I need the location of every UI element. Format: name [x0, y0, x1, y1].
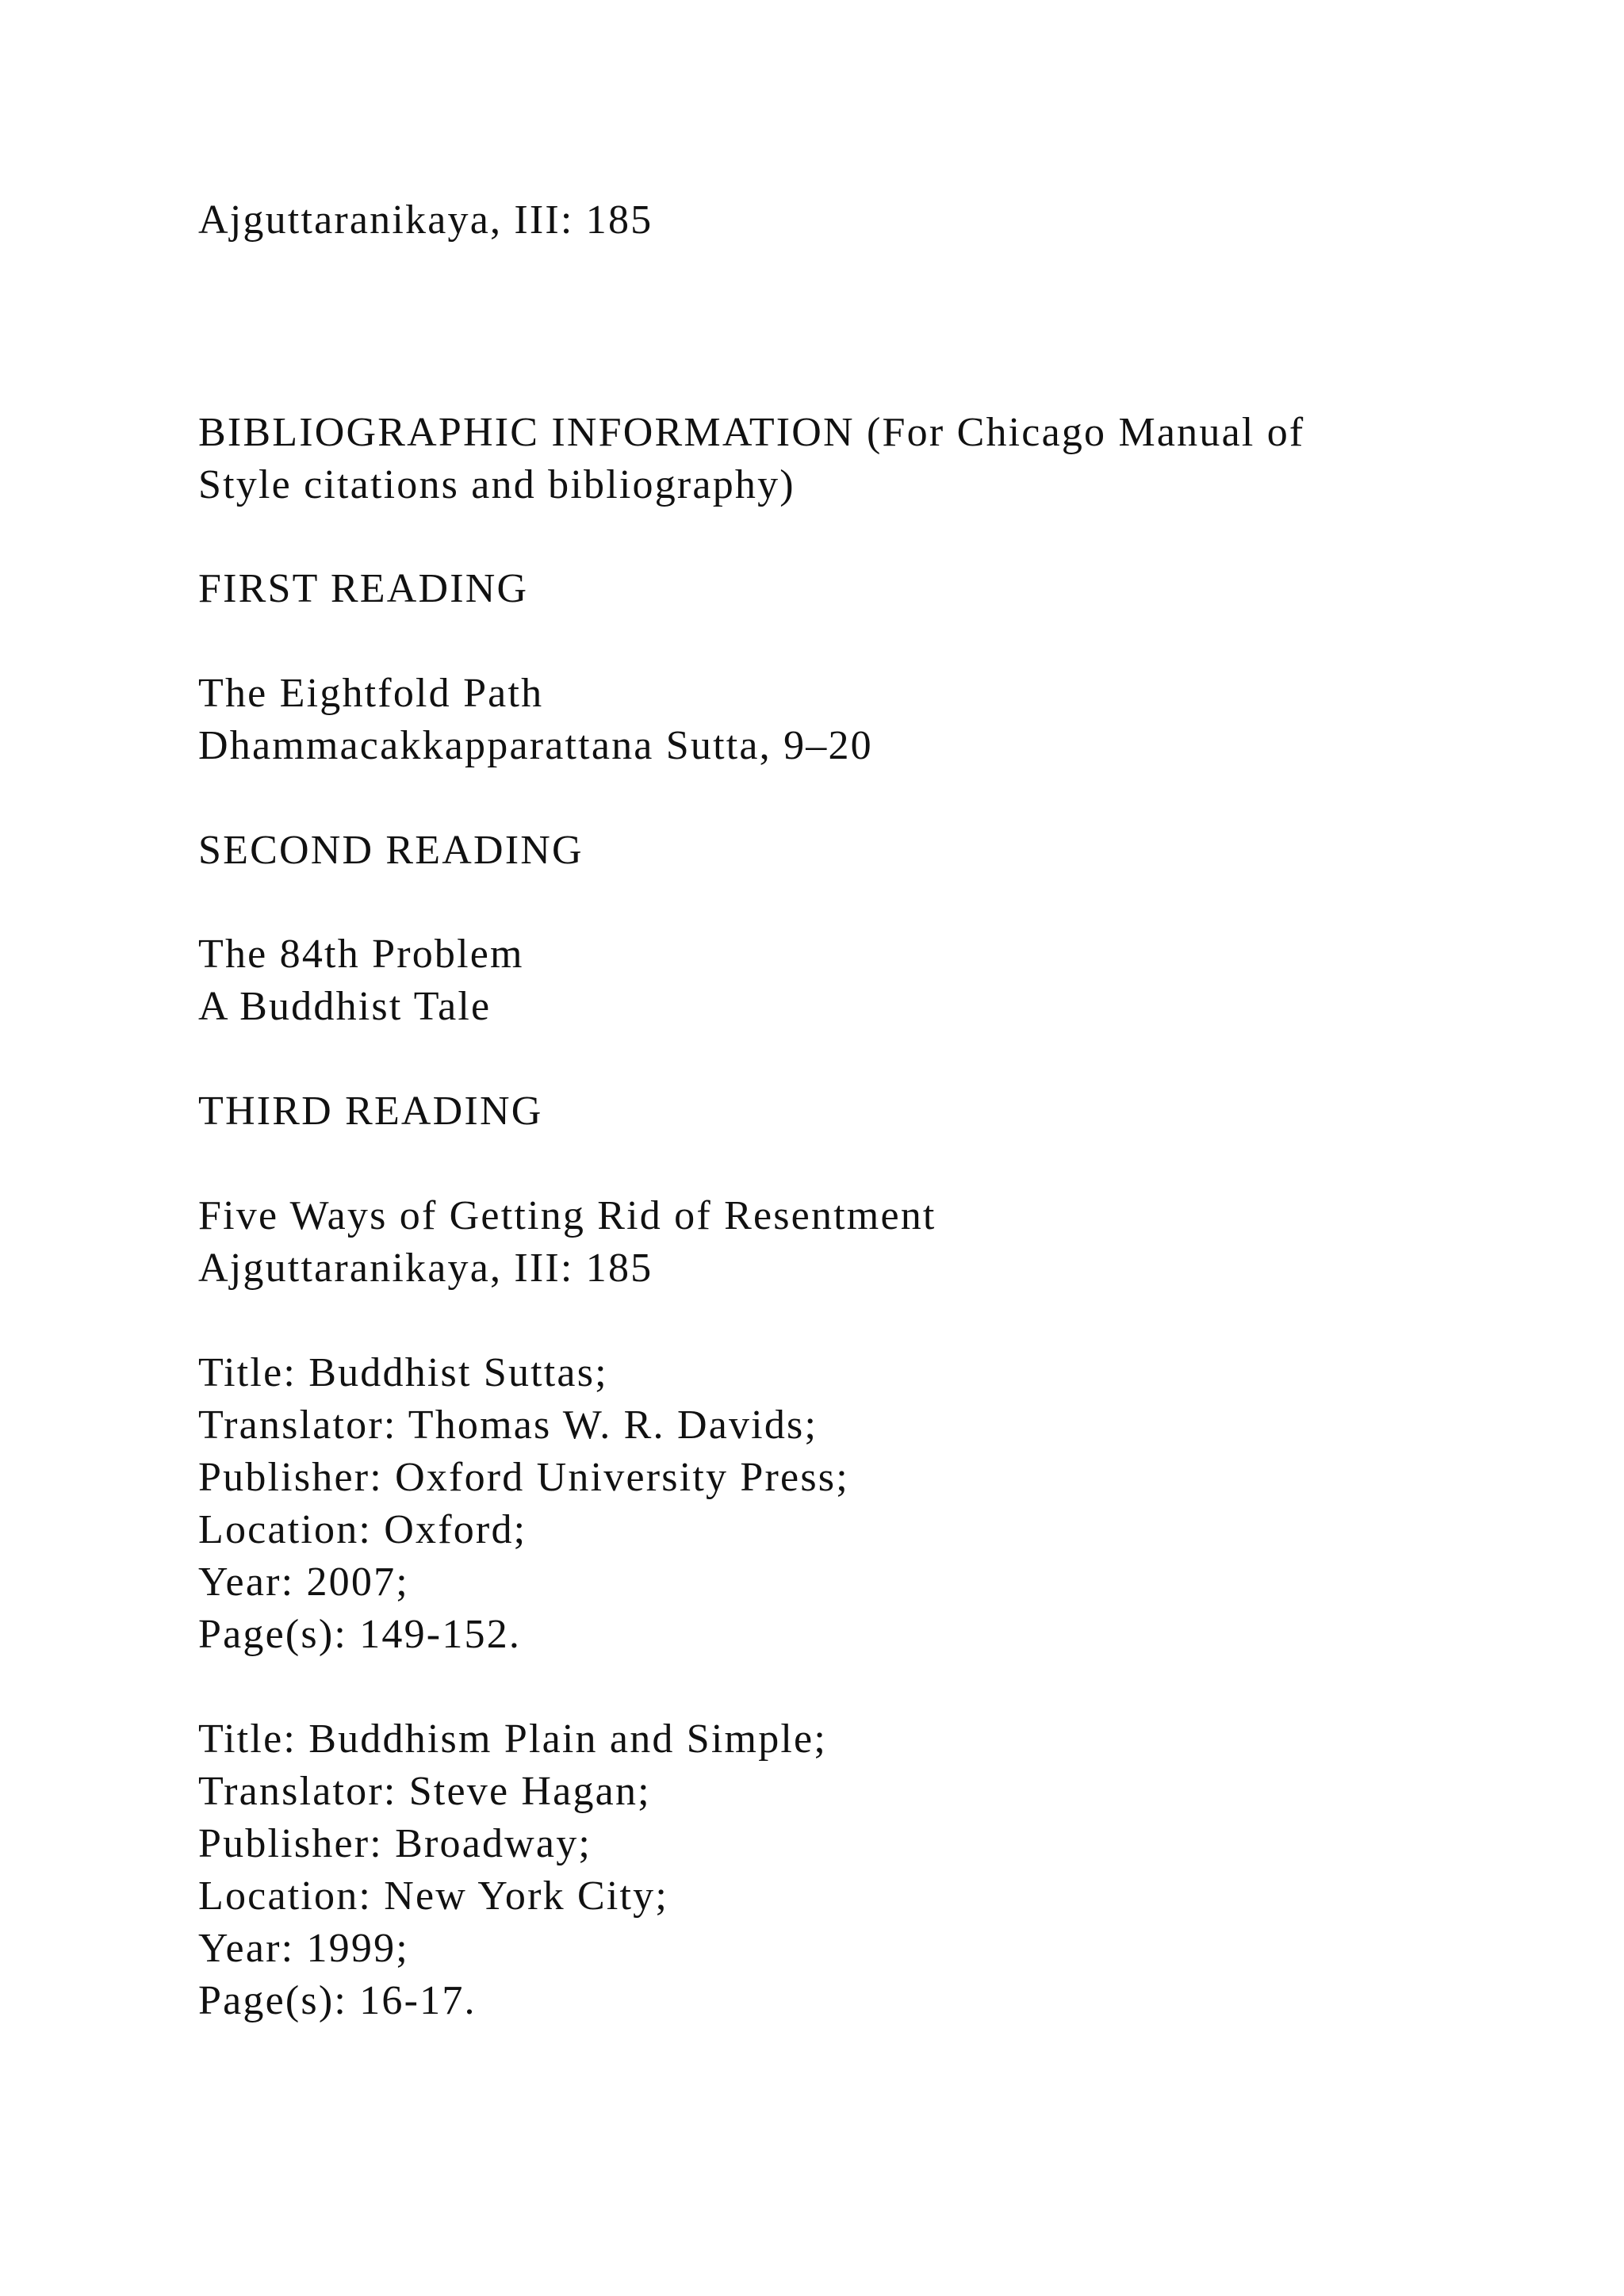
top-reference: Ajguttaranikaya, III: 185 — [198, 197, 653, 243]
citation-1-location: Location: Oxford; — [198, 1507, 527, 1552]
citation-2-translator: Translator: Steve Hagan; — [198, 1769, 651, 1814]
citation-1-title: Title: Buddhist Suttas; — [198, 1350, 608, 1395]
citation-2-pages: Page(s): 16-17. — [198, 1978, 477, 2023]
second-reading-title: The 84th Problem — [198, 932, 524, 977]
bibliographic-heading-line-1: BIBLIOGRAPHIC INFORMATION (For Chicago Manual of — [198, 410, 1305, 455]
third-reading-title: Five Ways of Getting Rid of Resentment — [198, 1193, 936, 1238]
second-reading-label: SECOND READING — [198, 828, 584, 873]
first-reading-source: Dhammacakkapparattana Sutta, 9–20 — [198, 723, 873, 768]
first-reading-label: FIRST READING — [198, 566, 529, 611]
citation-1-publisher: Publisher: Oxford University Press; — [198, 1455, 849, 1500]
citation-1-pages: Page(s): 149-152. — [198, 1612, 522, 1657]
citation-2-title: Title: Buddhism Plain and Simple; — [198, 1716, 827, 1762]
citation-2-year: Year: 1999; — [198, 1926, 409, 1971]
citation-2-location: Location: New York City; — [198, 1873, 669, 1919]
second-reading-source: A Buddhist Tale — [198, 984, 492, 1029]
citation-2-publisher: Publisher: Broadway; — [198, 1821, 592, 1866]
third-reading-label: THIRD READING — [198, 1089, 543, 1134]
bibliographic-heading-line-2: Style citations and bibliography) — [198, 462, 795, 507]
third-reading-source: Ajguttaranikaya, III: 185 — [198, 1246, 653, 1291]
first-reading-title: The Eightfold Path — [198, 671, 544, 716]
citation-1-year: Year: 2007; — [198, 1559, 409, 1605]
citation-1-translator: Translator: Thomas W. R. Davids; — [198, 1402, 818, 1448]
